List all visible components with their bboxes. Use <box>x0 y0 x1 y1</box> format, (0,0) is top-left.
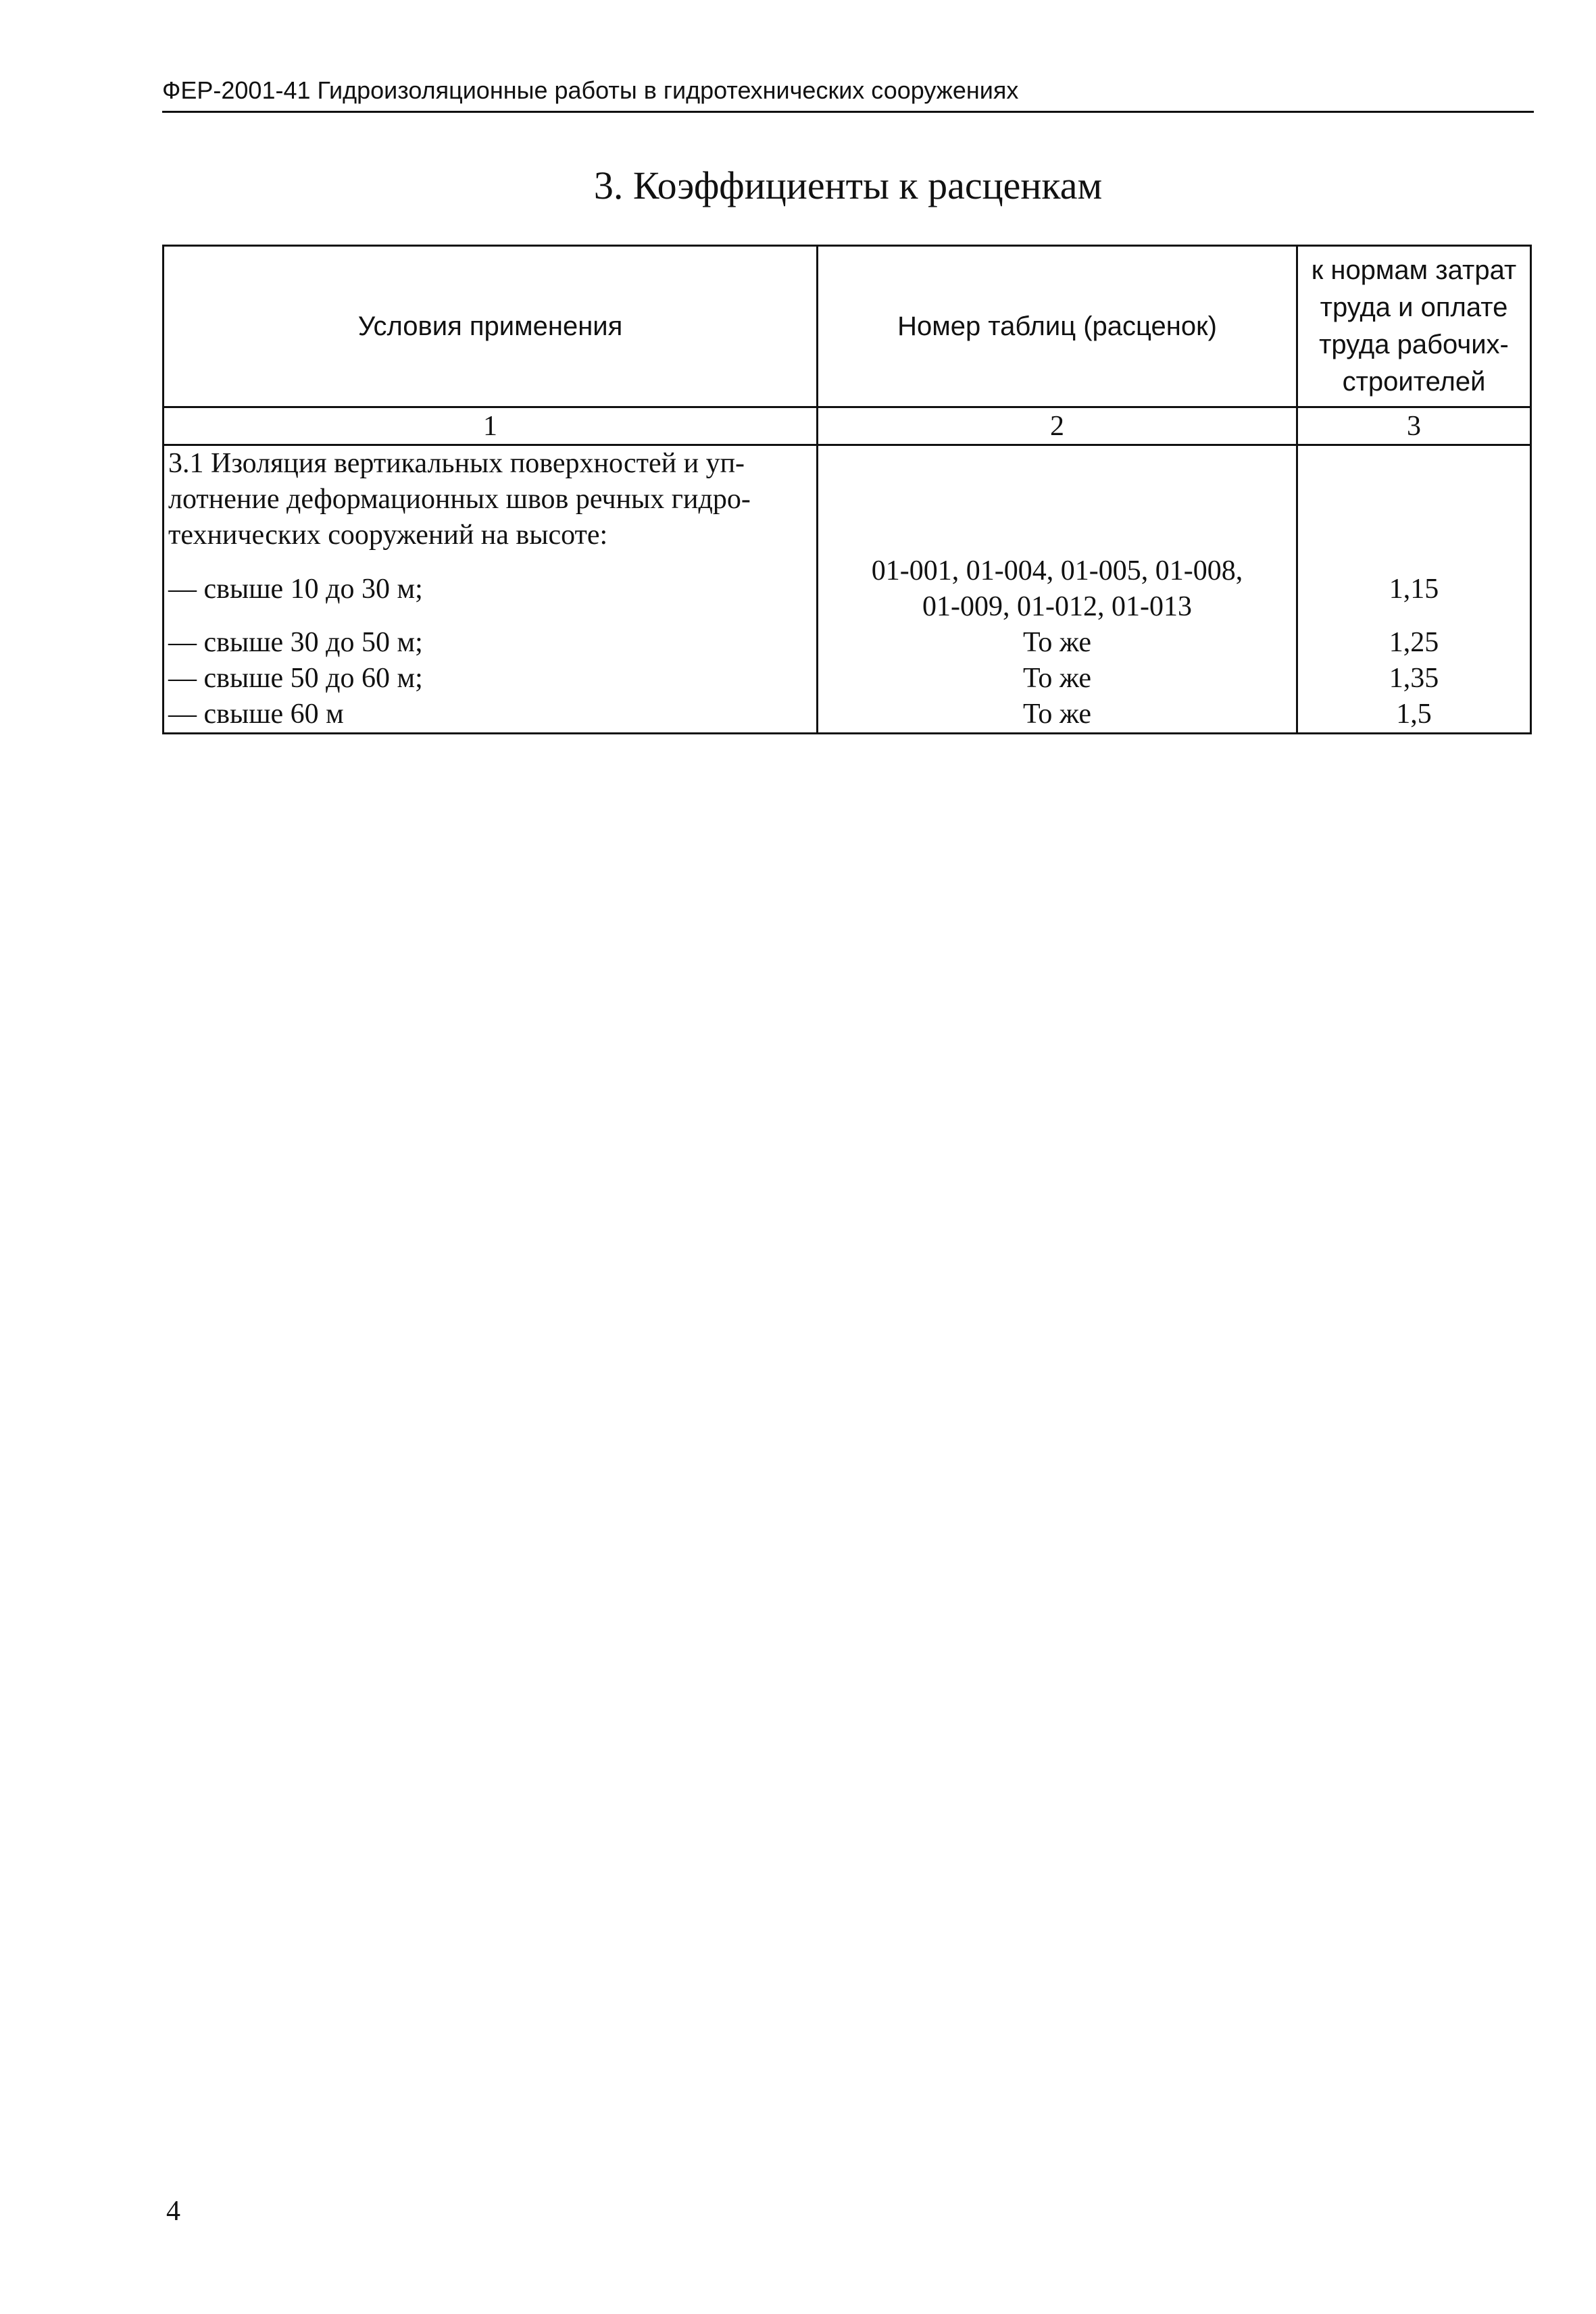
spacer <box>818 446 1296 553</box>
group-intro-line: 3.1 Изоляция вертикальных поверхностей и уп- <box>168 448 745 479</box>
group-intro-line: лотнение деформационных швов речных гидро- <box>168 484 751 515</box>
condition-height-10-30: — свыше 10 до 30 м; <box>168 574 423 605</box>
same-as-above: То же <box>1022 627 1092 658</box>
column-number: 2 <box>818 407 1297 445</box>
table-numbers-cell <box>818 445 1297 734</box>
table-numbers-line: 01-001, 01-004, 01-005, 01-008, <box>871 555 1243 586</box>
header-col3-line: труда и оплате <box>1320 293 1508 322</box>
group-intro-line: технических сооружений на высоте: <box>168 520 608 551</box>
spacer <box>1298 446 1530 553</box>
coefficient-value: 1,5 <box>1396 699 1432 730</box>
header-col3-line: строителей <box>1342 367 1486 397</box>
table-row <box>164 445 1531 734</box>
header-col3-line: к нормам затрат <box>1311 255 1517 285</box>
running-header: ФЕР-2001-41 Гидроизоляционные работы в гидротехнических сооружениях <box>162 76 1019 104</box>
table-numbers-line: 01-009, 01-012, 01-013 <box>922 591 1192 622</box>
coefficient-cell <box>1297 445 1531 734</box>
condition-height-50-60: — свыше 50 до 60 м; <box>168 663 423 694</box>
condition-height-30-50: — свыше 30 до 50 м; <box>168 627 423 658</box>
header-conditions: Условия применения <box>164 246 818 407</box>
same-as-above: То же <box>1022 663 1092 694</box>
condition-height-over-60: — свыше 60 м <box>168 699 344 730</box>
table-header-row <box>164 246 1531 407</box>
coefficient-value: 1,15 <box>1389 574 1439 605</box>
coefficient-value: 1,25 <box>1389 627 1439 658</box>
same-as-above: То же <box>1022 699 1092 730</box>
coefficient-value: 1,35 <box>1389 663 1439 694</box>
header-col3-line: труда рабочих- <box>1319 330 1509 359</box>
coefficients-table <box>162 245 1532 734</box>
section-title: 3. Коэффициенты к расценкам <box>593 164 1103 207</box>
header-table-numbers: Номер таблиц (расценок) <box>818 246 1297 407</box>
page-number: 4 <box>166 2196 180 2227</box>
header-labor-coefficients <box>1297 246 1531 407</box>
column-number: 1 <box>164 407 818 445</box>
conditions-cell <box>164 445 818 734</box>
column-number-row <box>164 407 1531 445</box>
header-rule <box>162 111 1534 113</box>
column-number: 3 <box>1297 407 1531 445</box>
